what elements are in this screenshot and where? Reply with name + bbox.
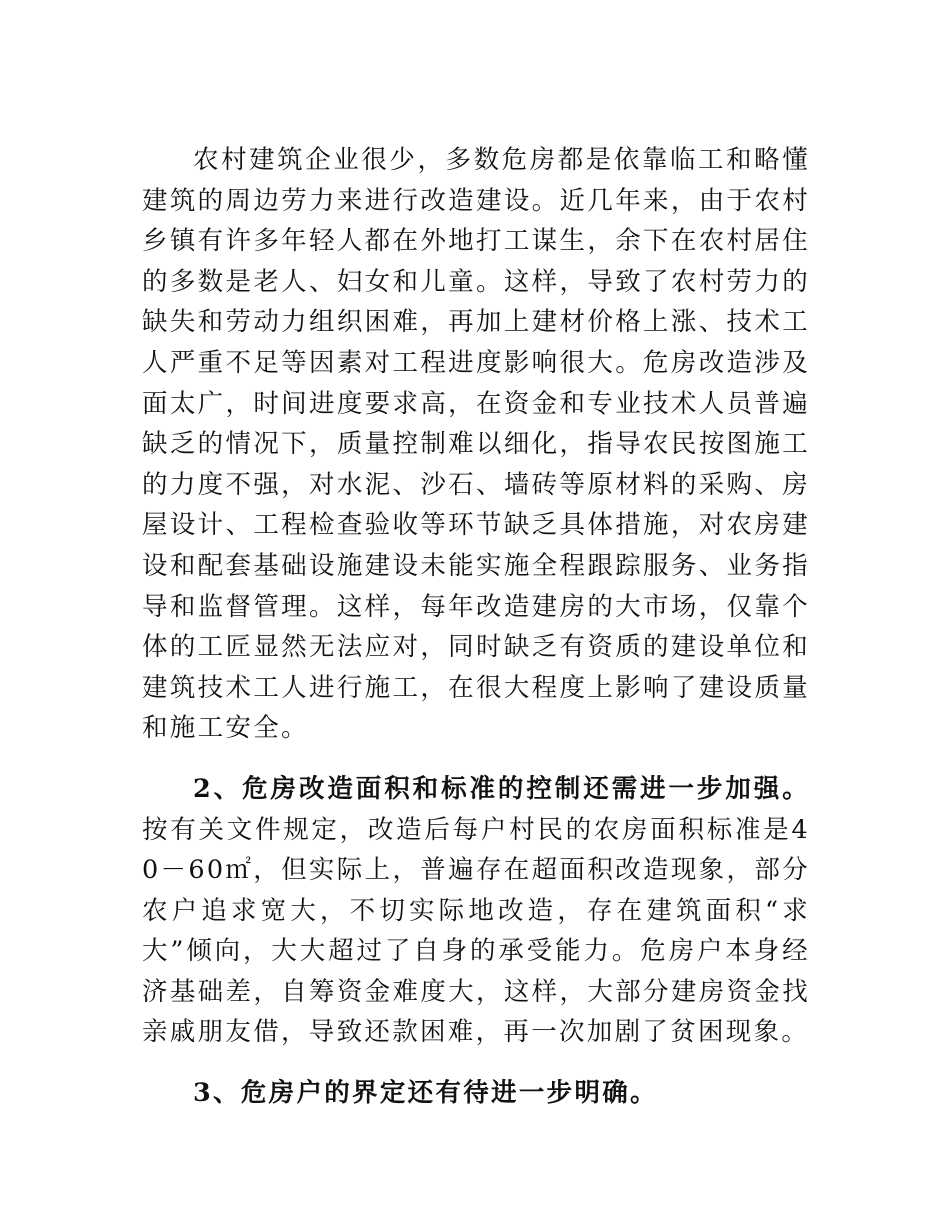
- section-heading-3: 3、危房户的界定还有待进一步明确。: [193, 1078, 658, 1109]
- paragraph-household-definition: [142, 1073, 810, 1114]
- section-heading-2: 2、危房改造面积和标准的控制还需进一步加强。: [193, 773, 810, 804]
- document-body: [142, 140, 810, 1114]
- paragraph-text: 农村建筑企业很少，多数危房都是依靠临工和略懂建筑的周边劳力来进行改造建设。近几年来，由于农村乡镇有许多年轻人都在外地打工谋生，余下在农村居住的多数是老人、妇女和儿童。这样，导致了农村劳力的缺失和劳动力组织困难，再加上建材价格上涨、技术工人严重不足等因素对工程进度影响很大。危房改造涉及面太广，时间进度要求高，在资金和专业技术人员普遍缺乏的情况下，质量控制难以细化，指导农民按图施工的力度不强，对水泥、沙石、墙砖等原材料的采购、房屋设计、工程检查验收等环节缺乏具体措施，对农房建设和配套基础设施建设未能实施全程跟踪服务、业务指导和监督管理。这样，每年改造建房的大市场，仅靠个体的工匠显然无法应对，同时缺乏有资质的建设单位和建筑技术工人进行施工，在很大程度上影响了建设质量和施工安全。: [142, 145, 810, 744]
- paragraph-construction-labor: [142, 140, 810, 749]
- paragraph-area-standard: [142, 769, 810, 1053]
- paragraph-text: 按有关文件规定，改造后每户村民的农房面积标准是40－60㎡，但实际上，普遍存在超面积改造现象，部分农户追求宽大，不切实际地改造，存在建筑面积“求大”倾向，大大超过了自身的承受能力。危房户本身经济基础差，自筹资金难度大，这样，大部分建房资金找亲戚朋友借，导致还款困难，再一次加剧了贫困现象。: [142, 814, 810, 1048]
